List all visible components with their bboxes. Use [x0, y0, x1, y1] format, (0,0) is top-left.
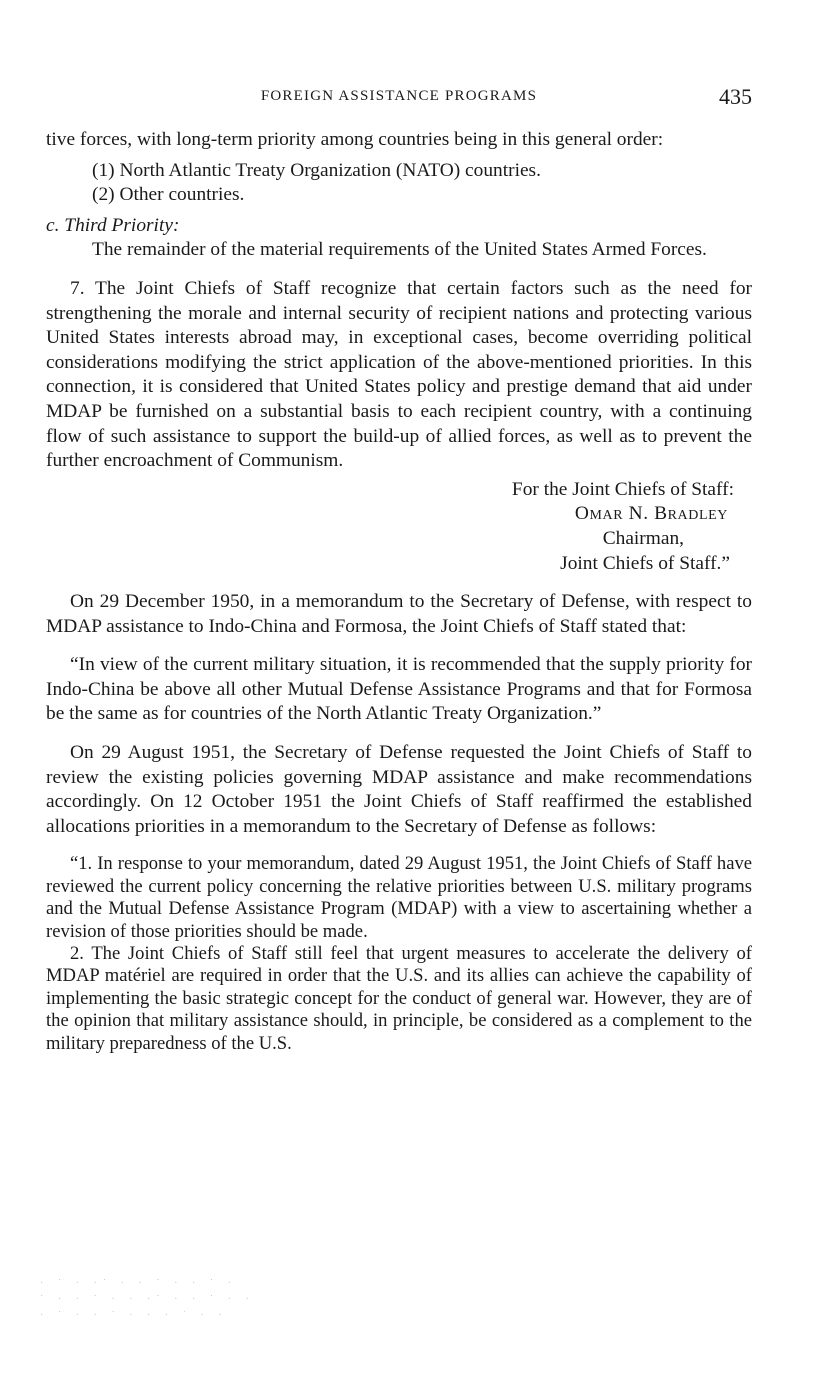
page-body: [46, 128, 752, 1055]
page-number: 435: [719, 84, 752, 109]
signature-block: [46, 478, 752, 576]
scan-specks: · ˙ · ·˙ · · ˙ · · ˙ · ˙ · · ˙ · · ·˙ · · ˙ · · · ˙ · · ˙ · · · ˙ · ·: [40, 1278, 255, 1321]
page-header: [46, 84, 752, 112]
paragraph-dec-1950: On 29 December 1950, in a memorandum to the Secretary of Defense, with respect to MDAP assistance to Indo-China and Formosa, the Joint Chiefs of Staff stated that:: [46, 591, 752, 637]
signatory-title: Chairman,: [602, 527, 684, 549]
list-item: (2) Other countries.: [92, 184, 245, 206]
third-priority-text: The remainder of the material requirements of the United States Armed Forces.: [92, 239, 707, 261]
signature-intro: For the Joint Chiefs of Staff:: [511, 478, 734, 500]
priority-country-list: [92, 159, 752, 208]
signatory-organization: Joint Chiefs of Staff.”: [560, 552, 730, 574]
paragraph-7: 7. The Joint Chiefs of Staff recognize that certain factors such as the need for strengthening the morale and internal security of recipient nations and protecting various United States interests abroad may, in exceptional cases, become overriding political considerations modifying the strict application of the above-mentioned priorities. In this connection, it is considered that United States policy and prestige demand that aid under MDAP be furnished on a substantial basis to each recipient country, with a continuing flow of such assistance to support the build-up of allied forces, as well as to prevent the further encroachment of Communism.: [46, 277, 752, 472]
paragraph-aug-1951: On 29 August 1951, the Secretary of Defense requested the Joint Chiefs of Staff to review the existing policies governing MDAP assistance and make recommendations accordingly. On 12 October 1951 the Joint Chiefs of Staff reaffirmed the established allocations priorities in a memorandum to the Secretary of Defense as follows:: [46, 742, 752, 837]
running-head: FOREIGN ASSISTANCE PROGRAMS: [260, 88, 538, 104]
quote-oct-1951-item-1: “1. In response to your memorandum, dated 29 August 1951, the Joint Chiefs of Staff have reviewed the current policy concerning the relative priorities between U.S. military programs and the Mutual Defense Assistance Program (MDAP) with a view to ascertaining whether a revision of those priorities should be made.: [46, 853, 752, 942]
quote-oct-1951-item-2: 2. The Joint Chiefs of Staff still feel that urgent measures to accelerate the delivery of MDAP matériel are required in order that the U.S. and its allies can achieve the capability of implementing the basic strategic concept for the conduct of general war. However, they are of the opinion that military assistance should, in principle, be considered as a complement to the military preparedness of the U.S.: [46, 943, 752, 1054]
quote-dec-1950: “In view of the current military situation, it is recommended that the supply priority for Indo-China be above all other Mutual Defense Assistance Programs and that for Formosa be the same as for countries of the North Atlantic Treaty Organization.”: [46, 654, 752, 725]
continued-paragraph: tive forces, with long-term priority among countries being in this general order:: [46, 129, 664, 150]
signatory-name: Omar N. Bradley: [574, 503, 728, 525]
third-priority-heading: c. Third Priority:: [46, 214, 180, 236]
list-item: (1) North Atlantic Treaty Organization (NATO) countries.: [92, 159, 541, 181]
